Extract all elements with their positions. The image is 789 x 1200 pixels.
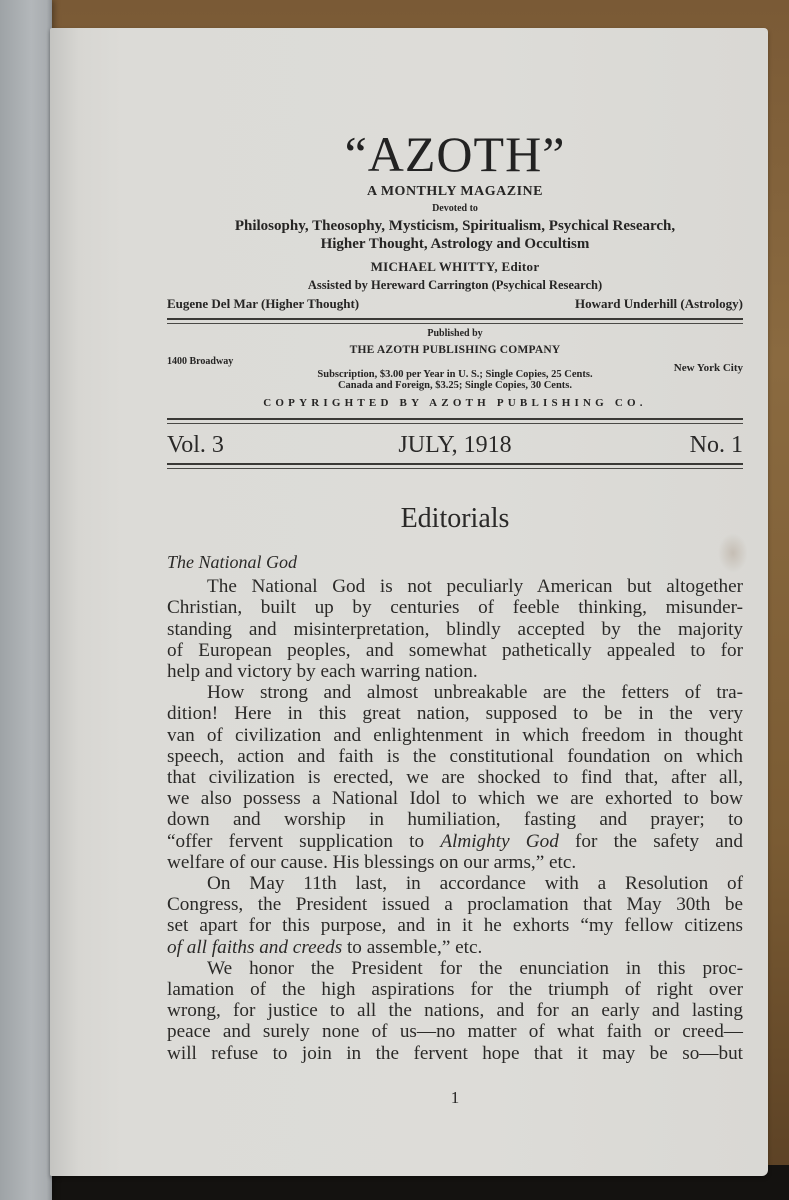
topics-line-2: Higher Thought, Astrology and Occultism [320,236,590,252]
issue-rule-bottom-2 [167,468,743,469]
article-title: The National God [167,552,298,572]
subscription-foreign: Canada and Foreign, $3.25; Single Copies, 30 Cents. [337,380,573,391]
italic-emphasis: Almighty God [440,830,559,852]
text-line: that civilization is erected, we are shocked to find that, after all, [167,767,743,789]
text-segment: for the safety and [558,830,743,852]
text-line: Congress, the President issued a proclamation that May 30th be [167,894,743,916]
assistant-credit: Assisted by Hereward Carrington (Psychical Research) [307,278,603,292]
publisher-name: THE AZOTH PUBLISHING COMPANY [349,344,561,356]
contributor-left: Eugene Del Mar (Higher Thought) [167,296,360,311]
text-line: down and worship in humiliation, fasting and prayer; to [167,809,743,831]
text-line: we also possess a National Idol to which we are exhorted to bow [167,788,743,810]
text-line: wrong, for justice to all the nations, and for an early and lasting [167,1000,743,1022]
text-line: set apart for this purpose, and in it he exhorts “my fellow citizens [167,915,743,937]
volume-number: Vol. 3 [167,432,224,458]
issue-rule-top-1 [167,418,743,420]
text-line: On May 11th last, in accordance with a Resolution of [207,873,743,895]
text-line: welfare of our cause. His blessings on our arms,” etc. [167,851,577,873]
issue-number: No. 1 [689,432,743,458]
text-line: dition! Here in this great nation, supposed to be in the very [167,703,743,725]
magazine-page [50,28,768,1176]
text-segment: “offer fervent supplication to [167,830,441,852]
section-heading: Editorials [400,503,510,534]
masthead-rule-bottom [167,323,743,324]
subscription-us: Subscription, $3.00 per Year in U. S.; Single Copies, 25 Cents. [317,369,593,380]
publisher-city: New York City [673,362,743,374]
text-line: We honor the President for the enunciation in this proc- [207,957,743,979]
copyright-notice: COPYRIGHTED BY AZOTH PUBLISHING CO. [263,397,647,409]
text-line-mixed [167,831,743,852]
text-line: speech, action and faith is the constitutional foundation on which [167,745,743,767]
published-by-label: Published by [427,328,483,339]
page-number: 1 [450,1088,460,1107]
issue-rule-bottom-1 [167,463,743,465]
text-line: How strong and almost unbreakable are the fetters of tra- [207,682,743,704]
text-line: peace and surely none of us—no matter of what faith or creed— [167,1021,743,1043]
contributor-right: Howard Underhill (Astrology) [574,296,743,311]
editor-credit: MICHAEL WHITTY, Editor [370,259,540,274]
text-segment: to assemble,” etc. [342,936,483,958]
text-line: standing and misinterpretation, blindly accepted by the majority [167,618,743,640]
text-line-mixed [167,937,743,958]
text-line: van of civilization and enlightenment in which freedom in thought [167,724,743,746]
text-line: lamation of the high aspirations for the triumph of right over [167,979,743,1001]
magazine-title: “AZOTH” [344,126,566,182]
text-line: help and victory by each warring nation. [167,661,478,683]
issue-rule-top-2 [167,423,743,424]
article-body [167,552,743,1064]
magazine-subtitle: A MONTHLY MAGAZINE [367,184,543,199]
facing-page-edge [0,0,52,1200]
text-line: of European peoples, and somewhat pathetically appealed to for [167,639,743,661]
italic-emphasis: of all faiths and creeds [167,936,343,958]
devoted-to-label: Devoted to [432,203,478,214]
issue-date: JULY, 1918 [398,432,512,458]
topics-line-1: Philosophy, Theosophy, Mysticism, Spiritualism, Psychical Research, [234,218,676,234]
masthead-rule-top [167,318,743,320]
text-line: The National God is not peculiarly American but altogether [207,576,743,598]
publisher-address: 1400 Broadway [167,356,234,367]
text-line: will refuse to join in the fervent hope that it may be so—but [167,1042,743,1064]
text-line: Christian, built up by centuries of feeble thinking, misunder- [167,597,743,619]
